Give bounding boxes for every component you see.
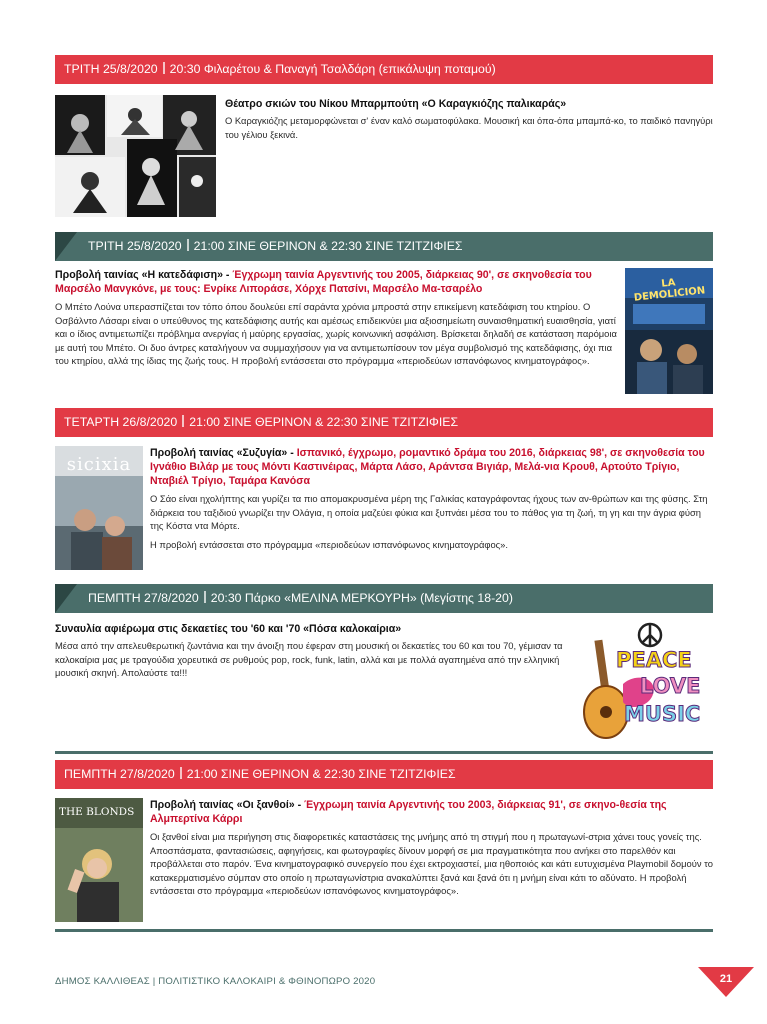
section-header-2 <box>55 232 713 261</box>
peace-love-music-art <box>578 622 713 744</box>
section-1-day: ΤΡΙΤΗ 25/8/2020 <box>64 62 158 76</box>
section-3-body-2: Η προβολή εντάσσεται στο πρόγραμμα «περιοδεύων ισπανόφωνος κινηματογράφος». <box>150 538 508 550</box>
section-3-content <box>150 446 713 551</box>
section-1-info: 20:30 Φιλαρέτου & Παναγή Τσαλδάρη (επικάλυψη ποταμού) <box>169 62 496 76</box>
the-blonds-poster <box>55 798 143 922</box>
section-1-body: Ο Καραγκιόζης μεταμορφώνεται σ' έναν καλό σωματοφύλακα. Μουσική και όπα-όπα μπαμπά-κο, το παιδικό πανηγύρι του γέλιου ξεκινά. <box>225 115 713 140</box>
section-5-body: Οι ξανθοί είναι μια περιήγηση στις διαφορετικές καταστάσεις της μνήμης από τη στιγμή που η πρωταγωνί-στρια χάνει τους γονείς της. Αποσπάσματα, φαντασιώσεις, αφηγήσεις, και φωτογραφίες δίνουν μορφή σε μια πραγματικότητα που ανήκει στο παρελθόν και προβάλλεται στο παρόν. Ένα κινηματογραφικό συνεργείο που έχει εκτροχιαστεί, μια ηθοποιός και κάτι ευτυχισμένα Playmobil δομούν το κατακερματισμένο σύμπαν στο οποίο η πρωταγωνίστρια ανακαλύπτει ξανά και ξανά ότι η μνήμη είναι κάτι το αδύνατο. Η προβολή εντάσσεται στο πρόγραμμα «περιοδεύων ισπανόφωνος κινηματογράφος». <box>150 831 713 896</box>
section-5-bottom-rule <box>55 929 713 932</box>
section-3-title: Προβολή ταινίας «Συζυγία» - <box>150 447 294 459</box>
section-4-day: ΠΕΜΠΤΗ 27/8/2020 <box>88 591 199 605</box>
section-3-day: ΤΕΤΑΡΤΗ 26/8/2020 <box>64 415 178 429</box>
section-header-1 <box>55 55 713 84</box>
section-2-day: ΤΡΙΤΗ 25/8/2020 <box>88 239 182 253</box>
page-number: 21 <box>719 973 733 985</box>
music-word: MUSIC <box>624 702 701 726</box>
section-3-title-details: Ισπανικό, έγχρωμο, ρομαντικό δράμα του 2016, διάρκειας 98', σε σκηνοθεσία του Ιγνάθιο Βιλάρ με τους Μόντι Καστινέιρας, Μάρτα Λάσο, Αράντσα Βιγιάρ, Μελά-νια Κρουθ, Αρτούτο Τρίγιο, Νταβιέλ Τρίγιο, Ταμάρα Κανόσα <box>150 447 705 487</box>
footer-text: ΔΗΜΟΣ ΚΑΛΛΙΘΕΑΣ | ΠΟΛΙΤΙΣΤΙΚΟ ΚΑΛΟΚΑΙΡΙ & ΦΘΙΝΟΠΩΡΟ 2020 <box>55 976 376 987</box>
section-5-top-rule <box>55 751 713 754</box>
sicixia-poster-title: sicixia <box>66 454 132 475</box>
section-5-content <box>150 798 713 898</box>
section-1-content <box>225 97 713 141</box>
peace-word: PEACE <box>616 648 692 672</box>
section-2-title: Προβολή ταινίας «Η κατεδάφιση» - <box>55 269 230 281</box>
section-2-title-details: Έγχρωμη ταινία Αργεντινής του 2005, διάρκειας 90', σε σκηνοθεσία του Μαρσέλο Μανγκόνε, με τους: Ενρίκε Λιποράσε, Χόρχε Πατσίνι, Μαρσέλο Μα-τσαρέλο <box>55 269 592 295</box>
shadow-theatre-photo <box>55 95 216 217</box>
section-3-info: 21:00 ΣΙΝΕ ΘΕΡΙΝΟΝ & 22:30 ΣΙΝΕ ΤΖΙΤΖΙΦΙΕΣ <box>189 415 459 429</box>
section-4-body: Μέσα από την απελευθερωτική ζωντάνια και την άνοιξη που έφεραν στη μουσική οι δεκαετίες του 60 και του 70, γέμισαν τα καλοκαίρια μας με τραγούδια χορευτικά σε ρυθμούς pop, rock, funk, latin, αλλά και με πολλά αγαπημένα από την ελληνική μουσική σκηνή. Απολαύστε τα!!! <box>55 640 563 678</box>
section-2-info: 21:00 ΣΙΝΕ ΘΕΡΙΝΟΝ & 22:30 ΣΙΝΕ ΤΖΙΤΖΙΦΙΕΣ <box>193 239 463 253</box>
section-4-info: 20:30 Πάρκο «ΜΕΛΙΝΑ ΜΕΡΚΟΥΡΗ» (Μεγίστης 18-20) <box>210 591 513 605</box>
sicixia-poster <box>55 446 143 570</box>
section-4-content <box>55 622 575 680</box>
section-5-day: ΠΕΜΠΤΗ 27/8/2020 <box>64 767 175 781</box>
section-header-5 <box>55 760 713 789</box>
la-demolicion-poster <box>625 268 713 394</box>
la-demolicion-poster-title: LA DEMOLICION <box>633 277 706 304</box>
love-word: LOVE <box>640 674 701 698</box>
section-3-body: Ο Σάο είναι ηχολήπτης και γυρίζει τα πιο απομακρυσμένα μέρη της Γαλικίας καταγράφοντας ήχους των αν-θρώπων και της φύσης. Στη διάρκεια του ταξιδιού γνωρίζει την Ολάγια, η οποία μαζεύει φύκια και ξυπνάει μέσα του το πάθος για τη ζωή, τη γη και την άγρια φύση της Κόστα ντα Μόρτε. <box>150 493 708 531</box>
section-5-info: 21:00 ΣΙΝΕ ΘΕΡΙΝΟΝ & 22:30 ΣΙΝΕ ΤΖΙΤΖΙΦΙΕΣ <box>186 767 456 781</box>
section-2-content <box>55 268 617 368</box>
section-2-body: Ο Μπέτο Λούνα υπερασπίζεται τον τόπο όπου δουλεύει επί σαράντα χρόνια μπροστά στην επικείμενη κατεδάφιση του κτηρίου. Ο Οσβάλντο Λάσαρι είναι ο υπεύθυνος της κατεδάφισης αυτής και αμέσως επιδεικνύει μια αξιοσημείωτη συναισθηματική ευαισθησία, γιατί και ο ίδιος αντιμετωπίζει πρόβλημα ανεργίας ή μαύρης εργασίας, χωρίς κοινωνική ασφάλιση. Βρίσκεται δηλαδή σε κατάσταση παρόμοια με αυτή του Μπέτο. Οι δυο άντρες καταλήγουν να συμμαχήσουν για να αντιμετωπίσουν τον μέγα συμβολισμό της κατεδάφισης, όχι πια του κτηρίου, αλλά της ίδιας της ζωής τους. Η προβολή εντάσσεται στο πρόγραμμα «περιοδεύων ισπανόφωνος κινηματογράφος». <box>55 301 617 366</box>
section-1-title: Θέατρο σκιών του Νίκου Μπαρμπούτη «Ο Καραγκιόζης παλικαράς» <box>225 98 567 110</box>
section-5-title-details: Έγχρωμη ταινία Αργεντινής του 2003, διάρκειας 91', σε σκηνο-θεσία της Αλμπερτίνα Κάρρι <box>150 799 667 825</box>
section-header-3 <box>55 408 713 437</box>
section-header-4 <box>55 584 713 613</box>
the-blonds-poster-title: THE BLONDS <box>59 806 135 818</box>
section-5-title: Προβολή ταινίας «Οι ξανθοί» - <box>150 799 302 811</box>
section-4-title: Συναυλία αφιέρωμα στις δεκαετίες του '60 και '70 «Πόσα καλοκαίρια» <box>55 623 402 635</box>
